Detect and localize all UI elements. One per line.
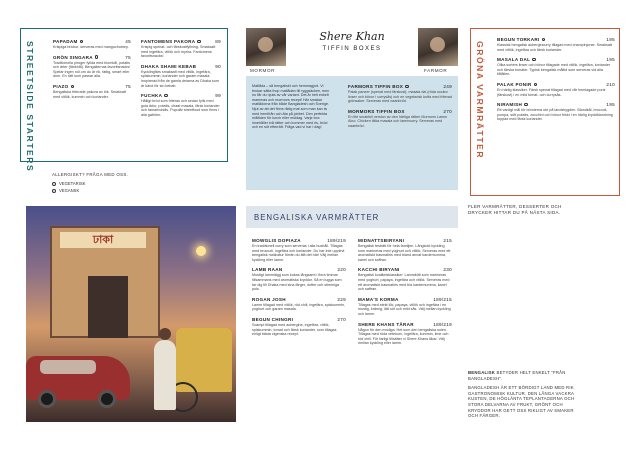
bengali-panel [246, 206, 458, 422]
menu-item-description: Någon för den modiga. Het som den bengaliska solen. Tillagas med röda vetekorn, ingefära, kummin, lime och röd chili. För farligt tillsätter vi Shere Khans tårar. Välj mellan kyckling eller lamm. [358, 327, 449, 346]
menu-item-price: 99 [215, 93, 221, 99]
menu-item-description: Kycklingfärs smaksatt med vitlök, ingefära, spiskummin, koriander och garam masala. Inspirerad från de gamla delarna av Dhaka som är känd för sin kebab. [141, 69, 219, 88]
vegan-icon [532, 58, 536, 62]
menu-item-price: 230 [443, 267, 452, 273]
shop-sign: ঢাকা [60, 232, 146, 248]
menu-item-price: 189/219 [327, 238, 346, 243]
bengali-left-column [252, 238, 346, 342]
menu-item-price: 89 [215, 39, 221, 44]
menu-item [141, 39, 221, 59]
menu-item-price: 75 [125, 83, 131, 89]
menu-item-name [497, 37, 545, 42]
menu-item-name-text: MAMA'S KORMA [358, 296, 399, 302]
menu-item [358, 238, 452, 262]
menu-item [497, 57, 615, 77]
menu-item [497, 37, 615, 52]
street-scene-illustration [26, 206, 236, 422]
menu-item-name-text: MOWGLIS DOPIAZA [252, 238, 301, 243]
menu-item-name-text: FUCHKA [141, 93, 163, 99]
menu-item-price: 249 [443, 84, 452, 89]
menu-item-name [497, 102, 528, 107]
menu-item [53, 84, 131, 99]
menu-item-price: 75 [125, 54, 131, 60]
menu-item-header [53, 55, 131, 60]
car-wheel-rear [98, 390, 116, 408]
brand-logo: Shere Khan [319, 30, 385, 43]
menu-item-header [141, 64, 221, 69]
menu-item-name-text: PALAK PONIR [497, 81, 532, 87]
menu-item-price: 189/215 [433, 296, 452, 302]
menu-item [348, 109, 452, 129]
menu-item-price: 229 [337, 296, 346, 302]
menu-item [141, 64, 221, 88]
menu-item-description: Klassisk bengalisk aubergincurry tillagad med champinjoner. Smaksatt med vitlök, ingefära och färsk koriander. [497, 43, 612, 52]
menu-item-description: Bengalisk kvalitetsklassiker. Lammkött som marineras med yoghurt, papaya, ingefära och vitlök. Serveras med ett aromatiskt basmatiris med bla kardemumma, kanel och saffran. [358, 273, 450, 292]
menu-item-price: 189/219 [433, 321, 452, 327]
menu-item [497, 82, 615, 97]
menu-item-name-text: FANTOMENS PAKORA [141, 39, 196, 44]
menu-item-name-text: FARMORS TIFFIN BOX [348, 84, 404, 89]
farmor-label: FARMOR [424, 68, 448, 73]
menu-item-name [53, 39, 83, 44]
menu-item-name-text: GRÖN SINGARA [53, 54, 93, 60]
menu-item-name [252, 238, 301, 243]
menu-item-name [348, 84, 409, 89]
menu-item-header [141, 93, 221, 98]
menu-item [358, 297, 452, 317]
menu-item-price: 270 [337, 316, 346, 322]
mains-items [497, 37, 615, 127]
starters-left-column [53, 39, 131, 104]
menu-item-description: Traditionella piroger fyllda med blomkål, potatis och ärter (fänkhål). Bengaliernas favoritsnacks! Spelar ingen roll om du är rik, fattig, smart eller dum. En rätt som passar alla. [53, 60, 131, 79]
menu-item-name [497, 57, 536, 62]
menu-item-price: 195 [606, 102, 615, 108]
menu-item-price: 270 [443, 108, 452, 114]
car-wheel-front [38, 390, 56, 408]
menu-item-header [252, 317, 346, 322]
menu-item-description: Krispiga brickor, serveras med mangochutney. [53, 45, 129, 49]
menu-item-name [358, 267, 400, 272]
menu-item-header [252, 297, 346, 302]
mains-title: GRÖNA VARMRÄTTER [475, 41, 485, 160]
allergy-note: ALLERGISKT? FRÅGA MED OSS. [52, 172, 129, 177]
menu-item-name [53, 84, 74, 89]
menu-item [348, 84, 452, 104]
menu-item-name-text: BEGUN TORKARI [497, 37, 540, 42]
menu-item-name-text: PIAZO [53, 83, 69, 89]
menu-item-header [358, 297, 452, 302]
menu-item-header [252, 238, 346, 243]
menu-item [53, 55, 131, 79]
shop-door [88, 276, 128, 338]
menu-item-description: Mustigt lammlägg som kokas långsamt i flera timmar tillsammans med aromatiska kryddor. Så en lugga som tar dig till Dhaka med sina färger, dofter och stimmiga puls. [252, 273, 342, 292]
menu-item-name [358, 238, 404, 243]
menu-item-name [348, 109, 405, 114]
menu-item-description: Tillagas med stekt lök, papaya, vitlök och ingefära i en mustig, krämig, lätt söt och mild sås. Välj mellan kyckling och lamm. [358, 302, 451, 316]
menu-item-description: Scampi tillagad med aubergine, ingefära, vitlök, spiskummin, tomat och färsk koriander, som tillagas enligt bästa zigenska recept. [252, 322, 337, 337]
legend-vegan-label: VEGANSK [59, 188, 80, 193]
mains-panel [470, 28, 620, 196]
menu-item-name [141, 64, 196, 69]
starters-right-column [141, 39, 221, 123]
menu-item-price: 195 [606, 37, 615, 42]
menu-item-description: Olika sorters linser och bönor tillagade med vitlök, ingefära, koriander och färska tomater. Typisk bengalisk måltid som serveras vid alla tillfällen. [497, 63, 611, 77]
menu-item [252, 267, 346, 291]
menu-item-name [53, 55, 98, 60]
vegan-icon [524, 103, 528, 107]
menu-item-price: 210 [606, 81, 615, 87]
vegetarian-icon [52, 182, 56, 186]
car-window [40, 360, 96, 374]
menu-item-name [141, 93, 168, 98]
vegan-icon [52, 189, 56, 193]
menu-item-header [358, 322, 452, 327]
menu-item-price: 220 [337, 267, 346, 273]
starters-title: STREETSIDE STARTERS [25, 41, 35, 173]
tiffin-intro: Matlåda – så bengaliskt och hemmagjort. Vi brukar sätta ihop matlådan till ryggsäcken, men nu får du njuta av vår variant. Det är helt enkelt mammas och mormors recept! Här smakar matlådorna från både Bangladesh och Sverige. Njut av att det finns riktig mat som man kan ta med hemifrån och äta på jobbet. Den perfekta måltiden för lunch eller middag. Varje box innehåller två rätter och kommer med ris, bröd och en söt efterrätt. Fråga vad vi har i dag! [252, 84, 330, 130]
vegan-icon [164, 94, 168, 98]
starters-panel [20, 28, 228, 173]
lamp-glow [196, 246, 206, 256]
menu-item-name [497, 82, 537, 87]
menu-item-description: Bengalisk festrätt för hela familjen. Långkokt kyckling som marineras med yoghurt och vitlök. Serveras med ett aromatiskt basmatiris med bland annat kardemumma, kanel och saffran. [358, 244, 451, 262]
bengal-info-bold: BENGALISK [468, 370, 496, 375]
menu-item-header [497, 82, 615, 87]
menu-item [358, 322, 452, 346]
menu-item-name-text: MORMORS TIFFIN BOX [348, 108, 405, 114]
menu-item-price: 195 [606, 57, 615, 63]
legend-vegetarian [52, 181, 85, 186]
menu-item [141, 93, 221, 117]
farmor-photo [418, 28, 458, 66]
vegetarian-icon [405, 85, 409, 89]
menu-item [252, 317, 346, 337]
menu-item-price: 215 [443, 238, 452, 243]
bengali-right-column [358, 238, 452, 351]
menu-item [358, 267, 452, 291]
vegan-icon [71, 85, 75, 89]
menu-item-description: Bengaliska friterade pakora av lök. Smaksatt med vitlök, kummin och koriander. [53, 89, 126, 99]
menu-item [497, 102, 615, 122]
tiffin-panel [246, 76, 458, 190]
mormor-photo [246, 28, 286, 66]
menu-item-name-text: SHERE KHANS TÅRAR [358, 321, 414, 327]
menu-item-description: En traditionell curry som serveras i alla hushåll. Tillagas med broccoli, ingefära och koriander. Du har inte upplevt bengalisk matkultur förrän du ätit det här! Välj mellan kyckling eller lamm. [252, 244, 345, 262]
menu-item [252, 297, 346, 312]
menu-item-name [252, 317, 293, 322]
menu-item-name-text: BEGUN CHINGRI [252, 316, 294, 322]
menu-item-header [358, 238, 452, 243]
bengal-info-body: BANGLADESH ÄR ETT BÖRDIGT LAND MED RIK GASTRONOMISK KULTUR. DEN LÅNGA VACKRA KUSTEN, DE HÖGLÄNTA TEPLANTAGERNA OCH STORA DELVARNA AV FRUKT, GRÖNT OCH KRYDDOR HAR GETT OSS RIKLIGT AV SMAKER OCH FÄRGER. [468, 385, 575, 419]
vegetarian-icon [534, 83, 538, 87]
menu-item-name [141, 39, 201, 44]
vegan-icon [542, 38, 546, 42]
menu-item [53, 39, 131, 50]
menu-item-header [53, 84, 131, 89]
legend-vegan [52, 188, 79, 193]
menu-item-name-text: DHAKA SHAMI KEBAB [141, 63, 197, 69]
bengali-header [246, 206, 458, 228]
menu-item-name-text: MIDNATTSBIRYANI [358, 238, 405, 243]
menu-item-header [141, 39, 221, 44]
menu-item-description: Lamm tillagad med vitlök, röd chili, ingefära, spiskummin, yoghurt och garam masala. [252, 302, 346, 312]
menu-item-price: 90 [215, 63, 221, 69]
menu-item-header [497, 102, 615, 107]
menu-item-description: En lite smakfull version av den härliga rätten Mormors Lamm Aloo. Chicken tikka masala och lammcurry. Serveras med naanbröd. [348, 114, 448, 128]
menu-item-name [252, 297, 286, 302]
menu-item-name-text: PAPADAM [53, 39, 78, 44]
menu-item-name [252, 267, 283, 272]
menu-item-header [348, 84, 452, 89]
mormor-label: MORMOR [250, 68, 276, 73]
menu-item-header [358, 267, 452, 272]
menu-item-header [348, 109, 452, 114]
menu-item [252, 238, 346, 262]
menu-item-name-text: ROGAN JOSH [252, 296, 286, 302]
vegan-icon [95, 55, 99, 59]
tiffin-subtitle: TIFFIN BOXES [322, 46, 382, 52]
bengali-title: BENGALISKA VARMRÄTTER [254, 213, 380, 222]
more-dishes-note: FLER VARMRÄTTER, DESSERTER OCH DRYCKER HITTAR DU PÅ NÄSTA SIDA. [468, 204, 562, 215]
menu-item-description: Krispig spenat- och färskostfyllning. Smaksatt med ingefära, vitlök och myrha. Fantomens favoritsnacks! [141, 45, 216, 59]
menu-item-price: 45 [125, 39, 131, 44]
tiffin-items [348, 84, 452, 134]
menu-item-description: Palak paneer (spenat med färskost), masala dal (röda sockor linser och bönor i currysås) och en vegetarisk kofta med friterad grönsaker. Serveras med naanbröd. [348, 90, 452, 104]
person-figure [154, 340, 176, 410]
bengal-info-note [468, 370, 584, 419]
menu-item-name [358, 322, 414, 327]
bengal-info-rest: BETYDER HELT ENKELT "FRÅN BANGLADESH". [468, 370, 566, 381]
menu-item-header [53, 39, 131, 44]
vegetarian-icon [197, 40, 201, 44]
menu-item-name [358, 297, 399, 302]
menu-item-header [497, 57, 615, 62]
menu-item-name-text: MASALA DAL [497, 57, 531, 63]
vegetarian-icon [80, 40, 84, 44]
menu-item-header [252, 267, 346, 272]
menu-item-description: Ett vanligt mål för bönderna ute på landsbygden. Blandkål, broccoli, pumpa, sött potatis, zucchini och bönor friskt i en härlig kryddblandning toppad med färsk koriander. [497, 108, 613, 122]
menu-item-header [497, 37, 615, 42]
menu-item-description: En härlig klassiker. Färsk spenat tillagad med vår hemlagade ponir (färskost) i en mild tomat- och currysås. [497, 87, 606, 97]
menu-item-name-text: LAMB RAAN [252, 267, 283, 273]
menu-item-name-text: KACCHI BIRYANI [358, 267, 400, 273]
menu-item-description: Hålligt bröd som friteras och sedan fylls med gula ärtor, potatis, chaat masala, färsk koriander och tamarindsås. Populär streetfood som finns i alla gathörn. [141, 99, 220, 117]
menu-item-name-text: NIRAMISH [497, 102, 523, 108]
legend-vegetarian-label: VEGETARISK [59, 181, 86, 186]
